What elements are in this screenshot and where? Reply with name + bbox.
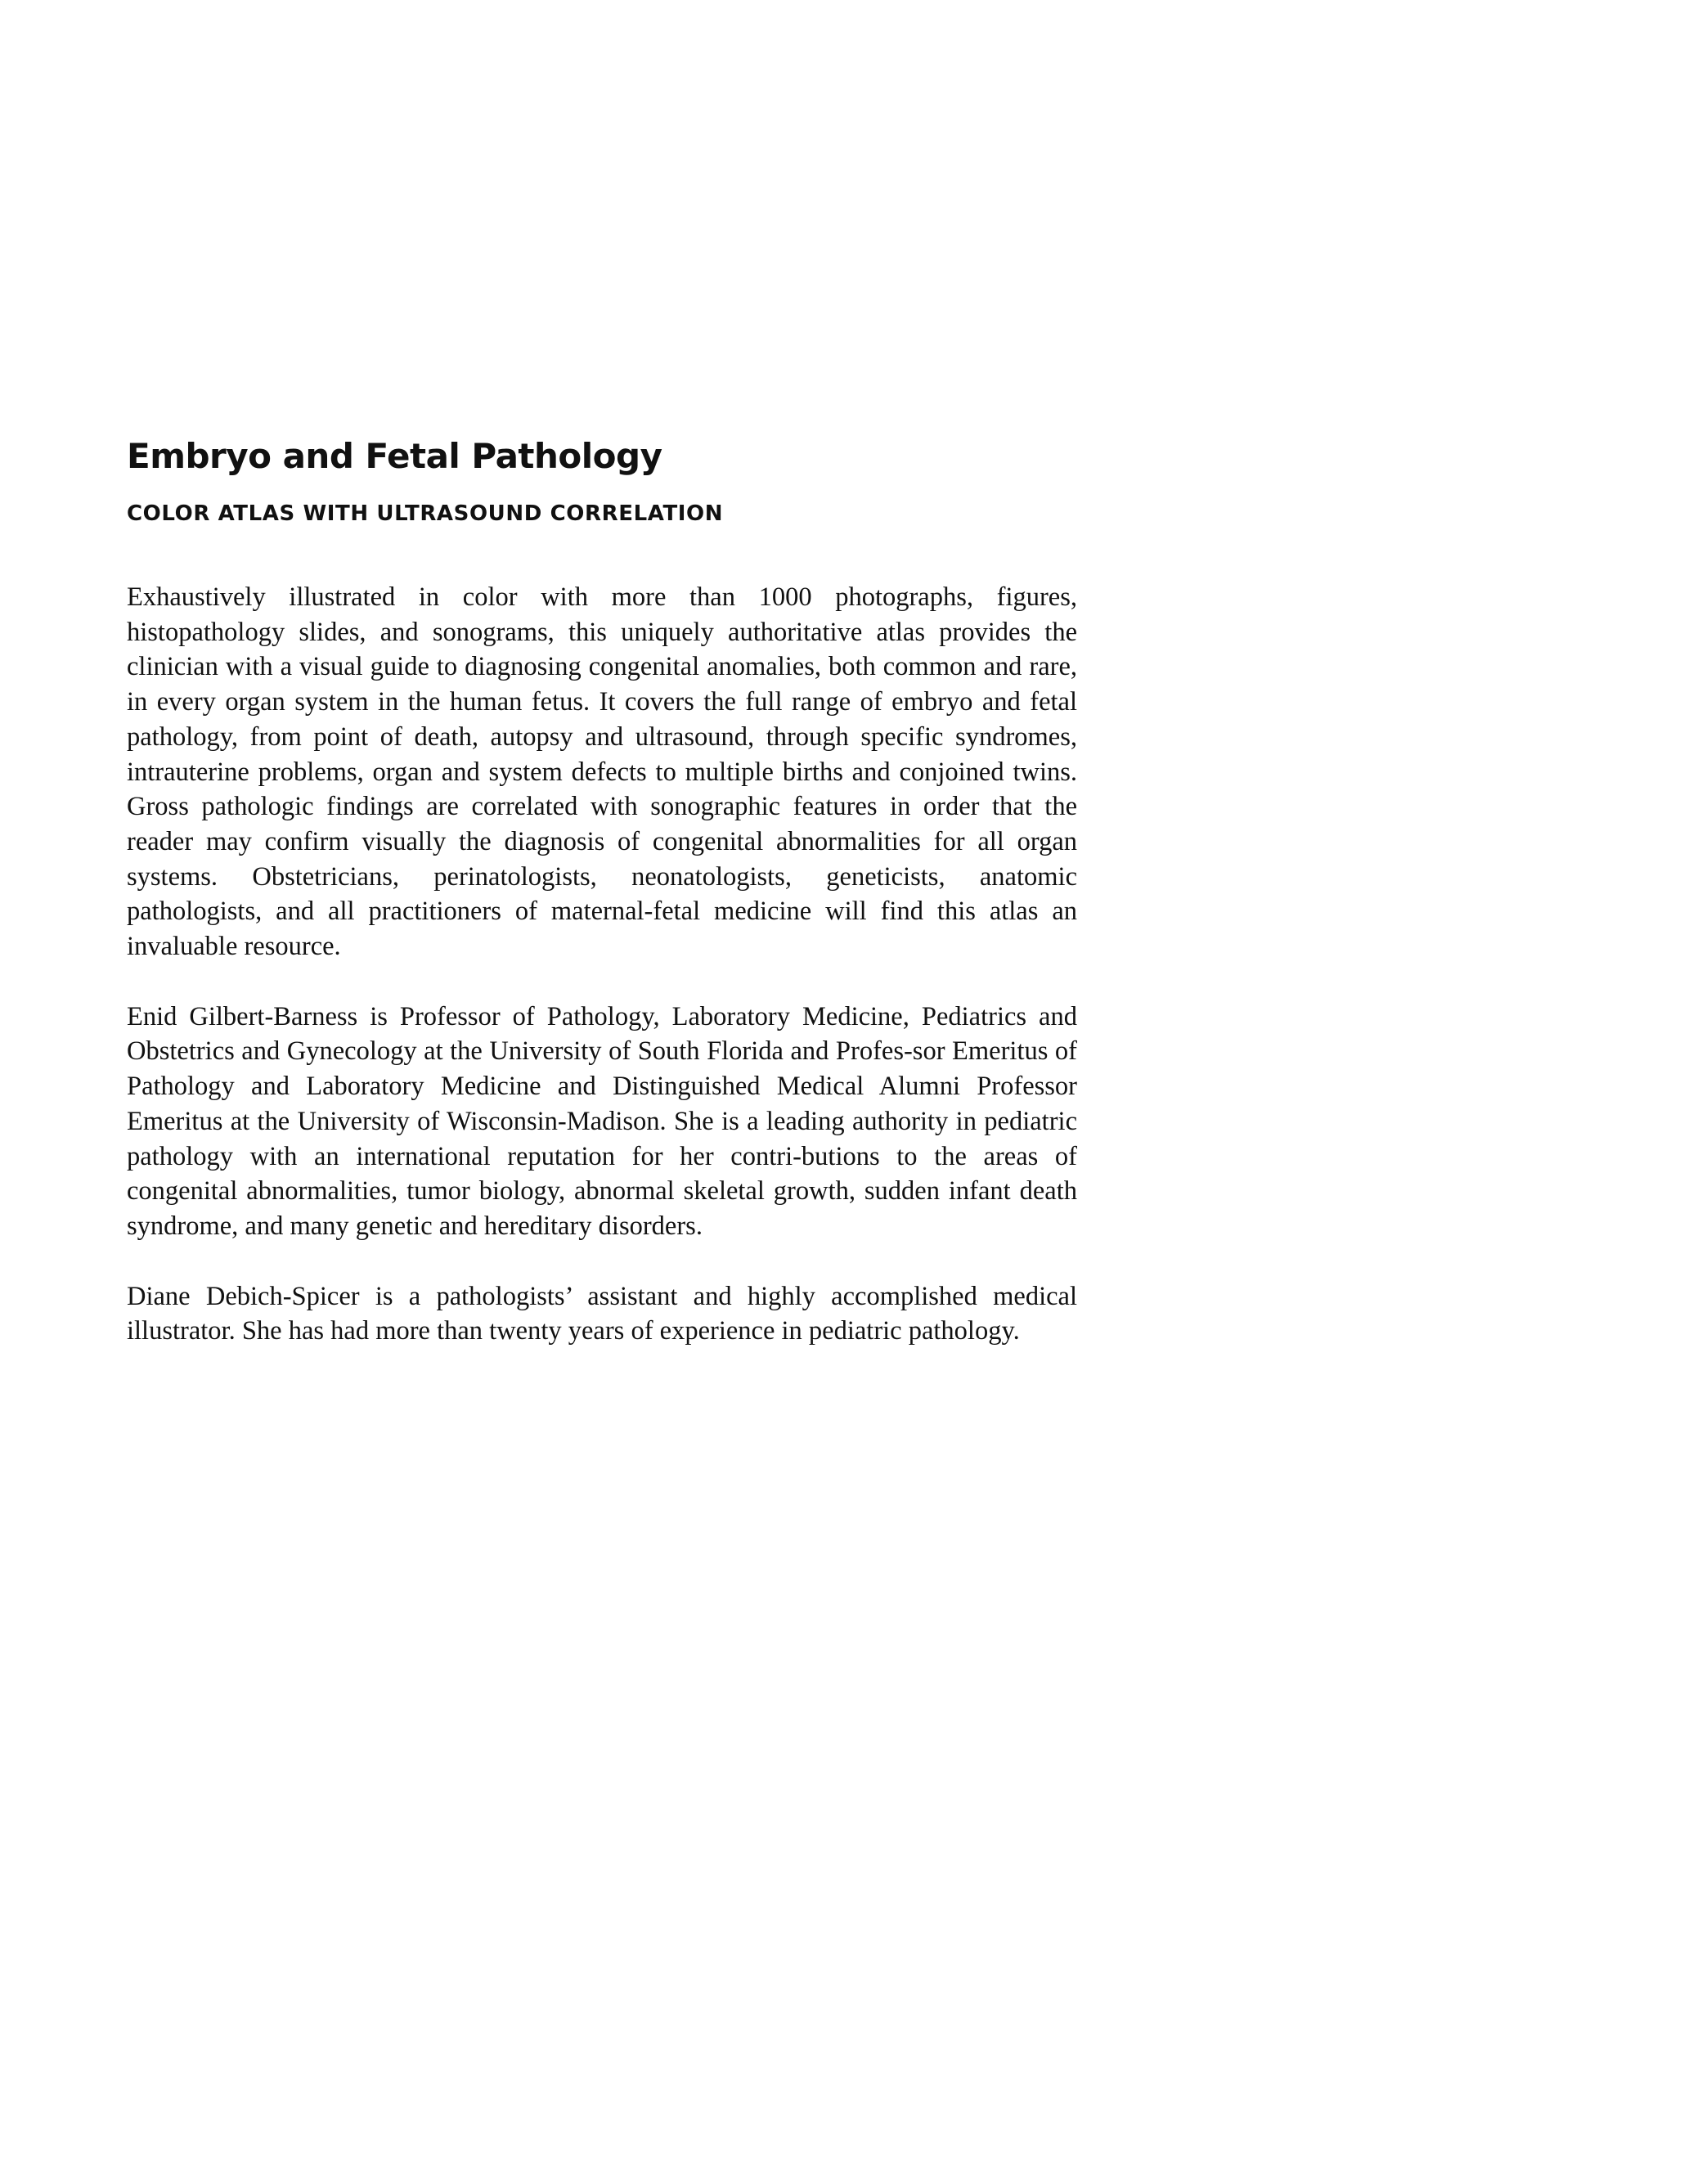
book-description-paragraph: Exhaustively illustrated in color with more than 1000 photographs, figures, histopathology slides, and sonograms, this uniquely authoritative atlas provides the clinician with a visual guide to diagnosing congenital anomalies, both common and rare, in every organ system in the human fetus. It covers the full range of embryo and fetal pathology, from point of death, autopsy and ultrasound, through specific syndromes, intrauterine problems, organ and system defects to multiple births and conjoined twins. Gross pathologic findings are correlated with sonographic features in order that the reader may confirm visually the diagnosis of congenital abnormalities for all organ systems. Obstetricians, perinatologists, neonatologists, geneticists, anatomic pathologists, and all practitioners of maternal-fetal medicine will find this atlas an invaluable resource. [127, 582, 1077, 962]
book-title: Embryo and Fetal Pathology [127, 436, 662, 476]
book-subtitle: COLOR ATLAS WITH ULTRASOUND CORRELATION [127, 501, 724, 526]
author-bio-debich-spicer: Diane Debich-Spicer is a pathologists’ assistant and highly accomplished medical illustrator. She has had more than twenty years of experience in pediatric pathology. [127, 1281, 1077, 1346]
author-bio-gilbert-barness: Enid Gilbert-Barness is Professor of Pathology, Laboratory Medicine, Pediatrics and Obstetrics and Gynecology at the University of South Florida and Profes-sor Emeritus of Pathology and Laboratory Medicine and Distinguished Medical Alumni Professor Emeritus at the University of Wisconsin-Madison. She is a leading authority in pediatric pathology with an international reputation for her contri-butions to the areas of congenital abnormalities, tumor biology, abnormal skeletal growth, sudden infant death syndrome, and many genetic and hereditary disorders. [127, 1001, 1077, 1241]
back-cover-content [127, 434, 1077, 1349]
